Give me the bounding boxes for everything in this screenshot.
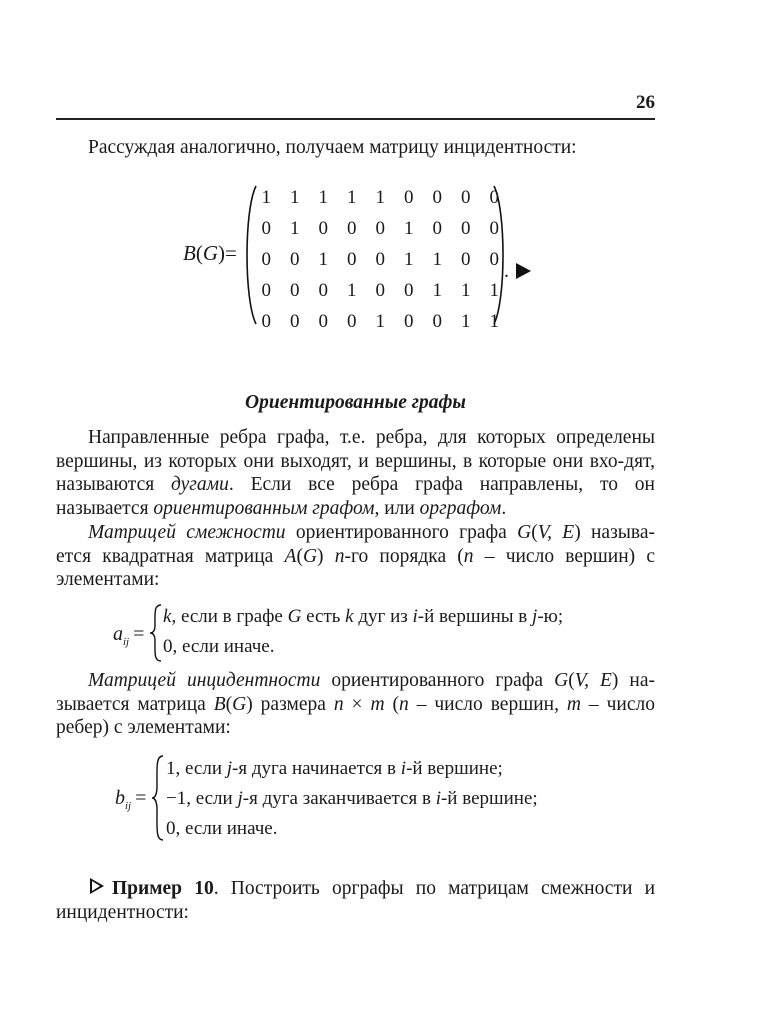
matrix-cell: 1 bbox=[432, 248, 442, 270]
matrix-cell: 0 bbox=[375, 217, 385, 239]
section-heading: Ориентированные графы bbox=[245, 392, 466, 413]
matrix-cell: 0 bbox=[347, 248, 357, 270]
matrix-cell: 0 bbox=[432, 217, 442, 239]
matrix-label-arg: G bbox=[202, 241, 218, 265]
matrix-cell: 0 bbox=[432, 310, 442, 332]
matrix-cell: 0 bbox=[261, 248, 271, 270]
matrix-cell: 0 bbox=[375, 279, 385, 301]
matrix-cell: 0 bbox=[489, 248, 499, 270]
paragraph-adjacency-matrix: Матрицей смежности ориентированного графа G(V, E) называ-ется квадратная матрица A(G) n-го порядка (n – число вершин) с элементами: bbox=[56, 522, 655, 590]
matrix-cell: 0 bbox=[290, 248, 300, 270]
case-b-line-1: 1, если j-я дуга начинается в i-й вершине; bbox=[166, 758, 503, 779]
matrix-row bbox=[252, 275, 509, 306]
term-arcs: дугами bbox=[171, 474, 229, 495]
matrix-cell: 0 bbox=[290, 310, 300, 332]
matrix-cell: 0 bbox=[489, 186, 499, 208]
matrix-cell: 1 bbox=[375, 310, 385, 332]
matrix-cell: 1 bbox=[347, 279, 357, 301]
case-a-line-1: k, если в графе G есть k дуг из i-й вершины в j-ю; bbox=[163, 606, 564, 627]
matrix-cell: 0 bbox=[347, 310, 357, 332]
matrix-cell: 0 bbox=[489, 217, 499, 239]
matrix-cell: 0 bbox=[261, 217, 271, 239]
matrix-label-symbol: B bbox=[183, 241, 196, 265]
matrix-row bbox=[252, 244, 509, 275]
matrix-cell: 0 bbox=[404, 279, 414, 301]
case-a-line-2: 0, если иначе. bbox=[163, 636, 275, 657]
matrix-cell: 1 bbox=[347, 186, 357, 208]
matrix-cell: 1 bbox=[261, 186, 271, 208]
example-label: Пример 10 bbox=[112, 878, 214, 899]
term-oriented-graph: ориентированным графом bbox=[153, 497, 375, 519]
matrix-cell: 1 bbox=[290, 217, 300, 239]
intro-paragraph bbox=[56, 136, 655, 160]
end-of-proof-triangle-icon bbox=[516, 263, 531, 279]
brace-b bbox=[150, 754, 166, 842]
case-b-line-3: 0, если иначе. bbox=[166, 818, 278, 839]
matrix-cell: 0 bbox=[404, 310, 414, 332]
paragraph-directed-edges: Направленные ребра графа, т.е. ребра, для которых определены вершины, из которых они выходят, и вершины, в которые они вхо-дят, называются дугами. Если все ребра графа направлены, то он называется ориентированным графом, или орграфом. bbox=[56, 427, 655, 519]
matrix-cell: 0 bbox=[261, 279, 271, 301]
matrix-cell: 0 bbox=[318, 279, 328, 301]
matrix-row bbox=[252, 213, 509, 244]
formula-a-ij: $a_{ij}$ = bbox=[113, 623, 145, 648]
matrix-cell: 1 bbox=[432, 279, 442, 301]
matrix-cell: 0 bbox=[290, 279, 300, 301]
matrix-cell: 1 bbox=[489, 310, 499, 332]
example-text: . Построить орграфы по матрицам смежности и инцидентности: bbox=[56, 878, 656, 923]
term-adjacency-matrix: Матрицей смежности bbox=[88, 522, 286, 543]
matrix-row bbox=[252, 182, 509, 213]
paragraph-incidence-matrix: Матрицей инцидентности ориентированного графа G(V, E) на-зывается матрица B(G) размера n × m (n – число вершин, m – число ребер) с элементами: bbox=[56, 670, 656, 738]
brace-a bbox=[148, 603, 164, 663]
formula-b-ij: $b_{ij}$ = bbox=[115, 787, 147, 812]
matrix-cell: 0 bbox=[375, 248, 385, 270]
example-paragraph bbox=[56, 877, 655, 924]
matrix-cell: 0 bbox=[461, 186, 471, 208]
matrix-row bbox=[252, 306, 509, 337]
matrix-cell: 1 bbox=[290, 186, 300, 208]
matrix-cell: 0 bbox=[432, 186, 442, 208]
matrix-trailing-dot: . bbox=[504, 260, 509, 282]
matrix-cell: 0 bbox=[461, 248, 471, 270]
matrix-cell: 1 bbox=[375, 186, 385, 208]
matrix-cell: 1 bbox=[404, 217, 414, 239]
matrix-cell: 0 bbox=[347, 217, 357, 239]
matrix-cell: 1 bbox=[404, 248, 414, 270]
page-number: 26 bbox=[636, 92, 655, 113]
term-digraph: орграфом bbox=[419, 497, 502, 519]
matrix-cell: 1 bbox=[461, 310, 471, 332]
matrix-grid bbox=[252, 182, 509, 337]
intro-text: Рассуждая аналогично, получаем матрицу инцидентности: bbox=[88, 137, 577, 158]
matrix-cell: 1 bbox=[461, 279, 471, 301]
matrix-cell: 0 bbox=[404, 186, 414, 208]
term-incidence-matrix: Матрицей инцидентности bbox=[88, 670, 321, 691]
matrix-label: B(G)= bbox=[183, 241, 237, 265]
matrix-cell: 1 bbox=[318, 248, 328, 270]
matrix-cell: 0 bbox=[318, 310, 328, 332]
matrix-cell: 1 bbox=[489, 279, 499, 301]
matrix-cell: 0 bbox=[261, 310, 271, 332]
case-b-line-2: −1, если j-я дуга заканчивается в i-й вершине; bbox=[166, 788, 538, 809]
header-rule bbox=[56, 118, 655, 120]
matrix-cell: 1 bbox=[318, 186, 328, 208]
matrix-cell: 0 bbox=[461, 217, 471, 239]
matrix-cell: 0 bbox=[318, 217, 328, 239]
